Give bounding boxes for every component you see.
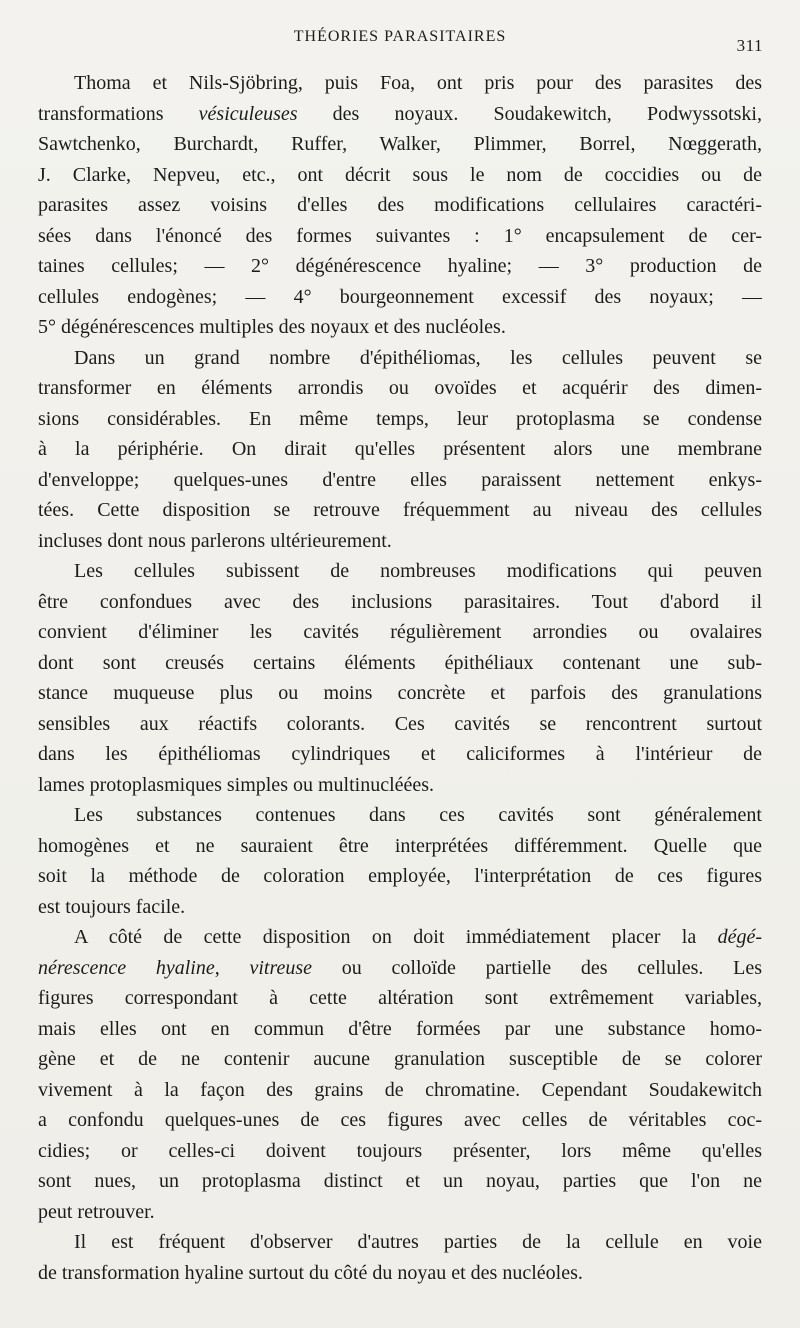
text-run: , xyxy=(214,956,250,979)
body-text xyxy=(38,68,762,1288)
text-run: sont nues, un protoplasma distinct et un noyau, parties que l'on ne xyxy=(38,1170,762,1192)
text-run: dans les épithéliomas cylindriques et caliciformes à l'intérieur de xyxy=(38,743,762,765)
text-line xyxy=(38,1044,762,1075)
text-line xyxy=(38,404,762,435)
text-run: des noyaux. Soudakewitch, Podwyssotski, xyxy=(297,102,762,125)
text-run: peut retrouver. xyxy=(38,1200,155,1223)
text-line xyxy=(38,800,762,831)
text-line xyxy=(38,678,762,709)
text-run: figures correspondant à cette altération sont extrêmement variables, xyxy=(38,987,762,1009)
text-run: soit la méthode de coloration employée, l'interprétation de ces figures xyxy=(38,865,762,887)
text-line xyxy=(38,892,762,923)
text-run: cellules endogènes; — 4° bourgeonnement excessif des noyaux; — xyxy=(38,285,762,308)
text-line xyxy=(38,434,762,465)
text-line xyxy=(38,526,762,557)
text-line xyxy=(38,282,762,313)
text-line xyxy=(38,99,762,130)
text-line xyxy=(38,922,762,953)
text-run: cidies; or celles-ci doivent toujours présenter, lors même qu'elles xyxy=(38,1139,762,1162)
text-line xyxy=(38,587,762,618)
text-run: sées dans l'énoncé des formes suivantes : 1° encapsulement de cer- xyxy=(38,224,762,247)
text-line xyxy=(38,617,762,648)
text-run: de transformation hyaline surtout du côté du noyau et des nucléoles. xyxy=(38,1261,583,1284)
text-line xyxy=(38,312,762,343)
text-line xyxy=(38,709,762,740)
text-line xyxy=(38,1166,762,1197)
text-run: parasites assez voisins d'elles des modifications cellulaires caractéri- xyxy=(38,194,762,216)
italic-text: vésiculeuses xyxy=(198,102,298,125)
text-run: lames protoplasmiques simples ou multinucléées. xyxy=(38,773,435,796)
text-line xyxy=(38,1197,762,1228)
text-line xyxy=(38,68,762,99)
text-run: incluses dont nous parlerons ultérieurement. xyxy=(38,529,392,552)
text-run: sions considérables. En même temps, leur protoplasma se condense xyxy=(38,407,762,430)
running-title: THÉORIES PARASITAIRES xyxy=(293,28,507,45)
page-number: 311 xyxy=(736,36,763,55)
text-line xyxy=(38,1014,762,1045)
italic-text: nérescence hyaline xyxy=(38,956,215,979)
text-line xyxy=(38,343,762,374)
text-line xyxy=(38,861,762,892)
text-line xyxy=(38,373,762,404)
text-line xyxy=(38,1136,762,1167)
text-run: Les cellules subissent de nombreuses modifications qui peuven xyxy=(74,560,762,582)
text-line xyxy=(38,831,762,862)
text-run: ou colloïde partielle des cellules. Les xyxy=(312,956,763,979)
text-line xyxy=(38,1105,762,1136)
text-line xyxy=(38,983,762,1014)
text-run: être confondues avec des inclusions parasitaires. Tout d'abord il xyxy=(38,590,762,613)
text-run: homogènes et ne sauraient être interprétées différemment. Quelle que xyxy=(38,834,762,857)
text-line xyxy=(38,1258,762,1289)
text-run: Thoma et Nils-Sjöbring, puis Foa, ont pris pour des parasites des xyxy=(74,72,762,94)
italic-text: dégé- xyxy=(717,926,762,948)
text-run: d'enveloppe; quelques-unes d'entre elles paraissent nettement enkys- xyxy=(38,468,762,491)
text-run: Les substances contenues dans ces cavités sont généralement xyxy=(74,804,762,826)
text-run: tées. Cette disposition se retrouve fréquemment au niveau des cellules xyxy=(38,499,762,521)
text-run: A côté de cette disposition on doit immédiatement placer la xyxy=(74,926,718,948)
text-run: est toujours facile. xyxy=(38,895,186,918)
text-line xyxy=(38,1075,762,1106)
text-line xyxy=(38,190,762,221)
text-run: Sawtchenko, Burchardt, Ruffer, Walker, Plimmer, Borrel, Nœggerath, xyxy=(38,133,762,155)
text-run: sensibles aux réactifs colorants. Ces cavités se rencontrent surtout xyxy=(38,712,762,735)
text-run: vivement à la façon des grains de chromatine. Cependant Soudakewitch xyxy=(38,1078,762,1101)
italic-text: vitreuse xyxy=(249,956,313,979)
text-run: a confondu quelques-unes de ces figures avec celles de véritables coc- xyxy=(38,1109,762,1131)
text-run: gène et de ne contenir aucune granulation susceptible de se colorer xyxy=(38,1048,762,1070)
text-line xyxy=(38,160,762,191)
text-line xyxy=(38,770,762,801)
text-run: Il est fréquent d'observer d'autres parties de la cellule en voie xyxy=(74,1231,762,1253)
text-run: à la périphérie. On dirait qu'elles présentent alors une membrane xyxy=(38,438,762,460)
text-line xyxy=(38,251,762,282)
text-run: mais elles ont en commun d'être formées par une substance homo- xyxy=(38,1017,762,1040)
text-run: 5° dégénérescences multiples des noyaux et des nucléoles. xyxy=(38,316,506,338)
text-line xyxy=(38,953,762,984)
text-line xyxy=(38,129,762,160)
text-line xyxy=(38,739,762,770)
text-line xyxy=(38,1227,762,1258)
text-line xyxy=(38,465,762,496)
text-line xyxy=(38,556,762,587)
text-run: transformations xyxy=(38,102,199,125)
text-run: stance muqueuse plus ou moins concrète et parfois des granulations xyxy=(38,682,762,704)
text-run: taines cellules; — 2° dégénérescence hyaline; — 3° production de xyxy=(38,255,762,277)
text-run: J. Clarke, Nepveu, etc., ont décrit sous le nom de coccidies ou de xyxy=(38,163,762,186)
text-run: Dans un grand nombre d'épithéliomas, les cellules peuvent se xyxy=(74,346,762,369)
text-run: transformer en éléments arrondis ou ovoïdes et acquérir des dimen- xyxy=(38,377,762,399)
text-line xyxy=(38,648,762,679)
text-line xyxy=(38,221,762,252)
text-run: convient d'éliminer les cavités régulièrement arrondies ou ovalaires xyxy=(38,621,762,643)
text-line xyxy=(38,495,762,526)
text-run: dont sont creusés certains éléments épithéliaux contenant une sub- xyxy=(38,651,762,674)
